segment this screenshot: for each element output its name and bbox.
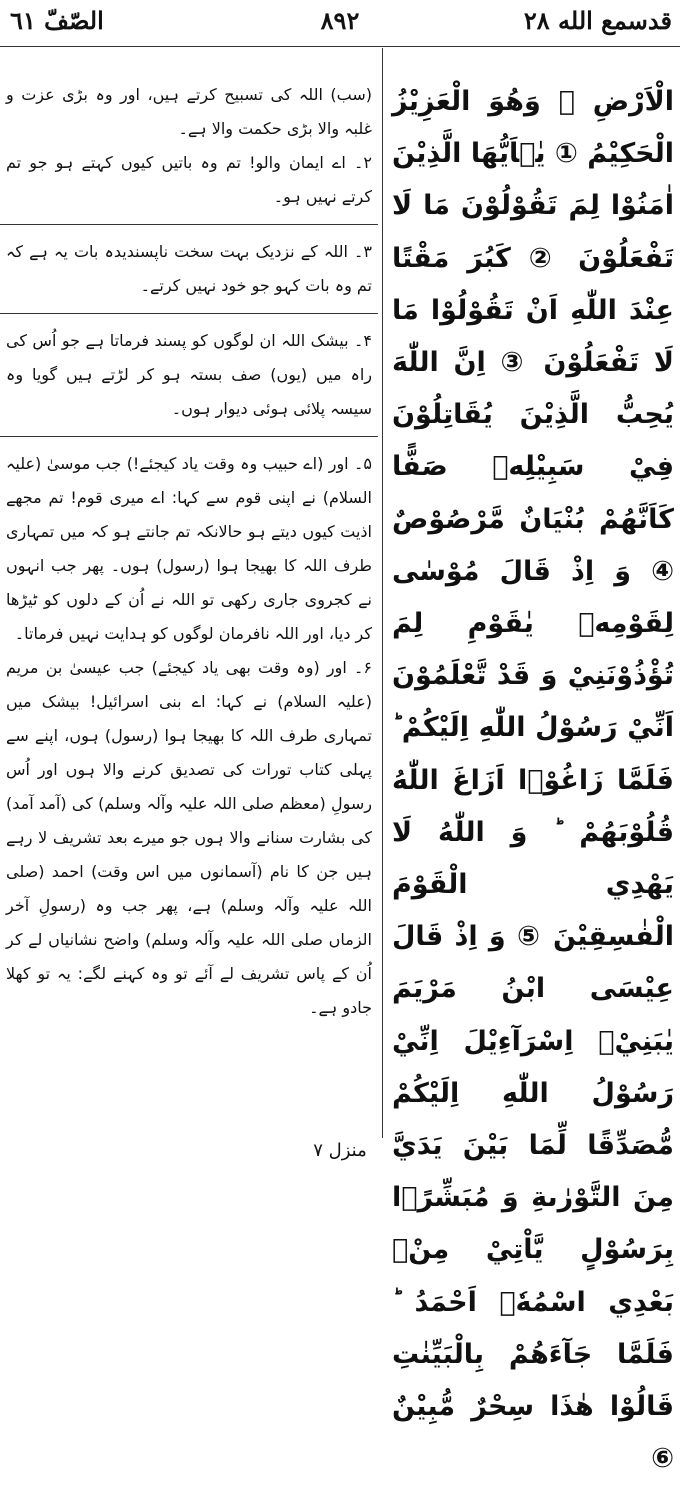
arabic-verses: الْاَرْضِ ۚ وَهُوَ الْعَزِيْزُ الْحَكِيْمُ ① يٰۤاَيُّهَا الَّذِيْنَ اٰمَنُوْا لِمَ تَقُوْلُوْنَ مَا لَا تَفْعَلُوْنَ ② كَبُرَ مَقْتًا عِنْدَ اللّٰهِ اَنْ تَقُوْلُوْا مَا لَا تَفْعَلُوْنَ ③ اِنَّ اللّٰهَ يُحِبُّ الَّذِيْنَ يُقَاتِلُوْنَ فِيْ سَبِيْلِهٖ صَفًّا كَاَنَّهُمْ بُنْيَانٌ مَّرْصُوْصٌ ④ وَ اِذْ قَالَ مُوْسٰى لِقَوْمِهٖ يٰقَوْمِ لِمَ تُؤْذُوْنَنِيْ وَ قَدْ تَّعْلَمُوْنَ اَنِّيْ رَسُوْلُ اللّٰهِ اِلَيْكُمْ ؕ فَلَمَّا زَاغُوْۤا اَزَاغَ اللّٰهُ قُلُوْبَهُمْ ؕ وَ اللّٰهُ لَا يَهْدِي الْقَوْمَ الْفٰسِقِيْنَ ⑤ وَ اِذْ قَالَ عِيْسَى ابْنُ مَرْيَمَ يٰبَنِيْۤ اِسْرَآءِيْلَ اِنِّيْ رَسُوْلُ اللّٰهِ اِلَيْكُمْ مُّصَدِّقًا لِّمَا بَيْنَ يَدَيَّ مِنَ التَّوْرٰىةِ وَ مُبَشِّرًۢا بِرَسُوْلٍ يَّاْتِيْ مِنْۢ بَعْدِي اسْمُهٗۤ اَحْمَدُ ؕ فَلَمَّا جَآءَهُمْ بِالْبَيِّنٰتِ قَالُوْا هٰذَا سِحْرٌ مُّبِيْنٌ ⑥: [392, 86, 674, 1475]
translation-column: [6, 78, 372, 1138]
translation-paragraph-4: ۴۔ بیشک اللہ ان لوگوں کو پسند فرماتا ہے جو اُس کی راہ میں (یوں) صف بستہ ہو کر لڑتے ہیں گویا وہ سیسہ پلائی ہوئی دیوار ہوں۔: [6, 331, 372, 418]
page-header: [0, 0, 680, 46]
surah-name: الصّفّ ٦١: [10, 6, 104, 35]
translation-paragraph-6: ۶۔ اور (وہ وقت بھی یاد کیجئے) جب عیسیٰ بن مریم (علیہ السلام) نے کہا: اے بنی اسرائیل! بیشک میں تمہاری طرف اللہ کا بھیجا ہوا (رسول) ہوں، اپنے سے پہلی کتاب تورات کی تصدیق کرنے والا ہوں اور اُس رسولِ (معظم صلی اللہ علیہ وآلہ وسلم) کی (آمد آمد) کی بشارت سنانے والا ہوں جو میرے بعد تشریف لا رہے ہیں جن کا نام (آسمانوں میں اس وقت) احمد (صلی اللہ علیہ وآلہ وسلم) ہے، پھر جب وہ (رسولِ آخر الزماں صلی اللہ علیہ وآلہ وسلم) واضح نشانیاں لے کر اُن کے پاس تشریف لے آئے تو وہ کہنے لگے: یہ تو کھلا جادو ہے۔: [6, 658, 372, 1017]
column-divider: [382, 48, 383, 1138]
section-divider: [0, 436, 378, 437]
header-divider: [0, 46, 680, 47]
translation-paragraph-5: ۵۔ اور (اے حبیب وہ وقت یاد کیجئے!) جب موسیٰ (علیہ السلام) نے اپنی قوم سے کہا: اے میری قوم! تم مجھے اذیت کیوں دیتے ہو حالانکہ تم جانتے ہو کہ میں تمہاری طرف اللہ کا بھیجا ہوا (رسول) ہوں۔ پھر جب انہوں نے کجروی جاری رکھی تو اللہ نے اُن کے دلوں کو ٹیڑھا کر دیا، اور اللہ نافرمان لوگوں کو ہدایت نہیں فرماتا۔: [6, 454, 372, 643]
translation-paragraph-1: (سب) اللہ کی تسبیح کرتے ہیں، اور وہ بڑی عزت و غلبہ والا بڑی حکمت والا ہے۔: [6, 85, 372, 138]
page-number: ٨٩٢: [320, 6, 360, 35]
manzil-footer: منزل ۷: [313, 1140, 367, 1161]
section-divider: [0, 224, 378, 225]
translation-paragraph-2: ۲۔ اے ایمان والو! تم وہ باتیں کیوں کہتے ہو جو تم کرتے نہیں ہو۔: [6, 153, 372, 206]
translation-paragraph-3: ۳۔ اللہ کے نزدیک بہت سخت ناپسندیدہ بات یہ ہے کہ تم وہ بات کہو جو خود نہیں کرتے۔: [6, 242, 372, 295]
section-divider: [0, 313, 378, 314]
juz-name: قدسمع الله ٢٨: [523, 6, 672, 35]
arabic-text-column: [392, 76, 674, 1475]
